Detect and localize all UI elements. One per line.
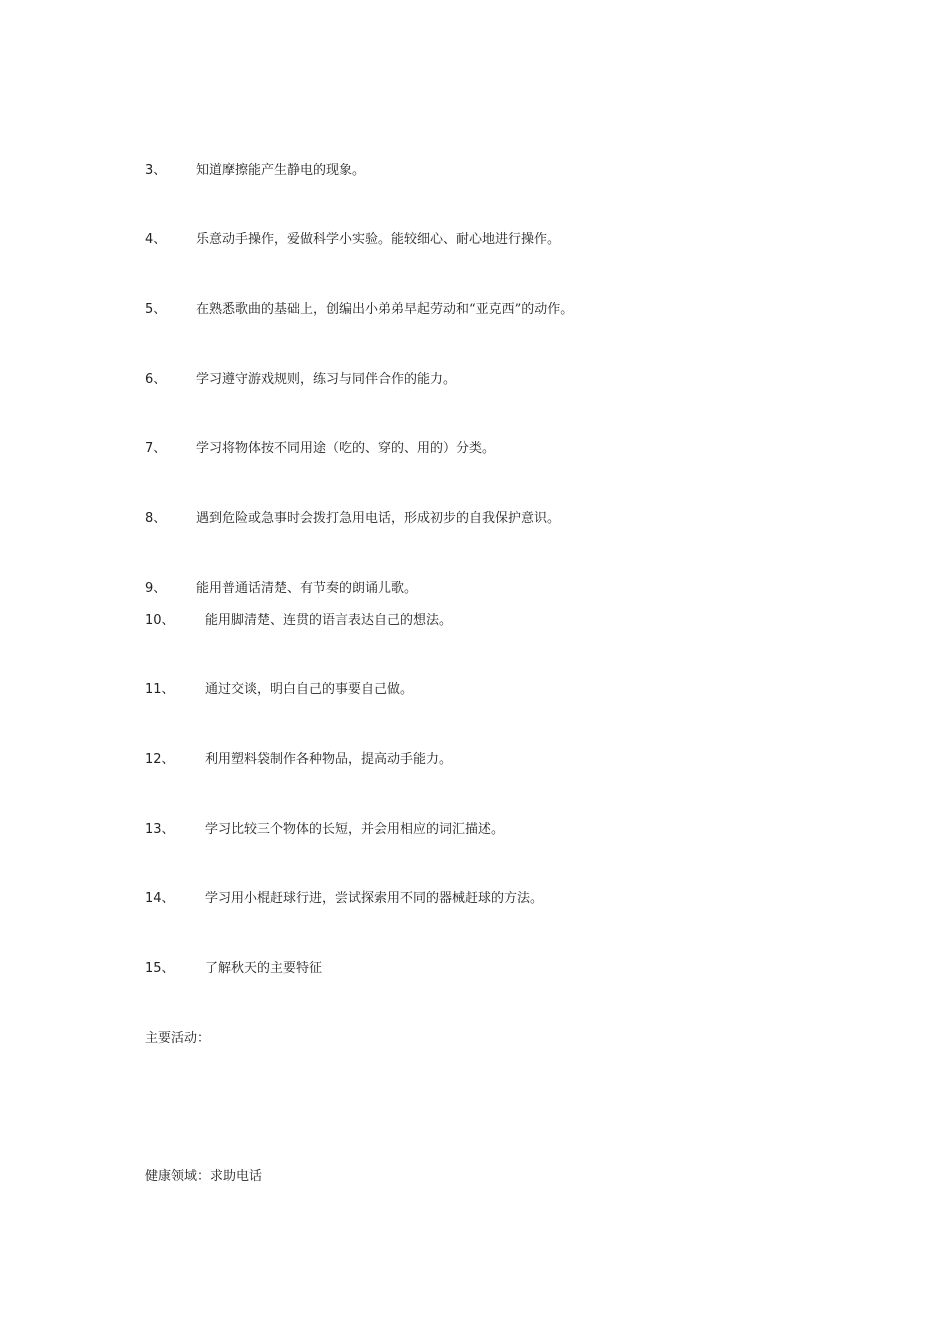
objective-item [145,960,322,978]
objective-item [145,751,452,769]
objective-number: 5、 [145,302,167,317]
objective-item [145,231,560,249]
objective-number: 7、 [145,441,167,456]
objective-number: 11、 [145,682,175,697]
objective-item [145,890,543,908]
objective-item [145,580,417,598]
objective-text: 学习用小棍赶球行进，尝试探索用不同的器械赶球的方法。 [205,891,544,906]
objective-item [145,681,413,699]
objective-text: 能用脚清楚、连贯的语言表达自己的想法。 [205,613,453,628]
objective-number: 12、 [145,752,175,767]
objective-number: 10、 [145,613,175,628]
objective-text: 学习遵守游戏规则，练习与同伴合作的能力。 [196,372,457,387]
objective-text: 知道摩擦能产生静电的现象。 [196,163,366,178]
main-activities-label: 主要活动： [145,1031,211,1046]
objective-item [145,510,560,528]
objective-text: 学习将物体按不同用途（吃的、穿的、用的）分类。 [196,441,496,456]
objective-number: 8、 [145,511,167,526]
objective-number: 3、 [145,163,167,178]
objective-number: 14、 [145,891,175,906]
objective-text: 乐意动手操作，爱做科学小实验。能较细心、耐心地进行操作。 [196,232,561,247]
objective-text: 通过交谈，明白自己的事要自己做。 [205,682,414,697]
health-domain-heading: 健康领域：求助电话 [145,1169,263,1184]
objective-number: 15、 [145,961,175,976]
objective-text: 遇到危险或急事时会拨打急用电话，形成初步的自我保护意识。 [196,511,561,526]
objective-text: 在熟悉歌曲的基础上，创编出小弟弟早起劳动和“亚克西”的动作。 [196,302,574,317]
objective-number: 6、 [145,372,167,387]
objective-text: 利用塑料袋制作各种物品，提高动手能力。 [205,752,453,767]
objective-text: 了解秋天的主要特征 [205,961,323,976]
objective-item [145,371,456,389]
objective-item [145,821,504,839]
objective-item [145,612,452,630]
objective-number: 13、 [145,822,175,837]
objective-item [145,440,495,458]
objective-text: 能用普通话清楚、有节奏的朗诵儿歌。 [196,581,418,596]
objective-text: 学习比较三个物体的长短，并会用相应的词汇描述。 [205,822,505,837]
objective-item [145,162,365,180]
objective-number: 9、 [145,581,167,596]
objective-item [145,301,573,319]
objective-number: 4、 [145,232,167,247]
